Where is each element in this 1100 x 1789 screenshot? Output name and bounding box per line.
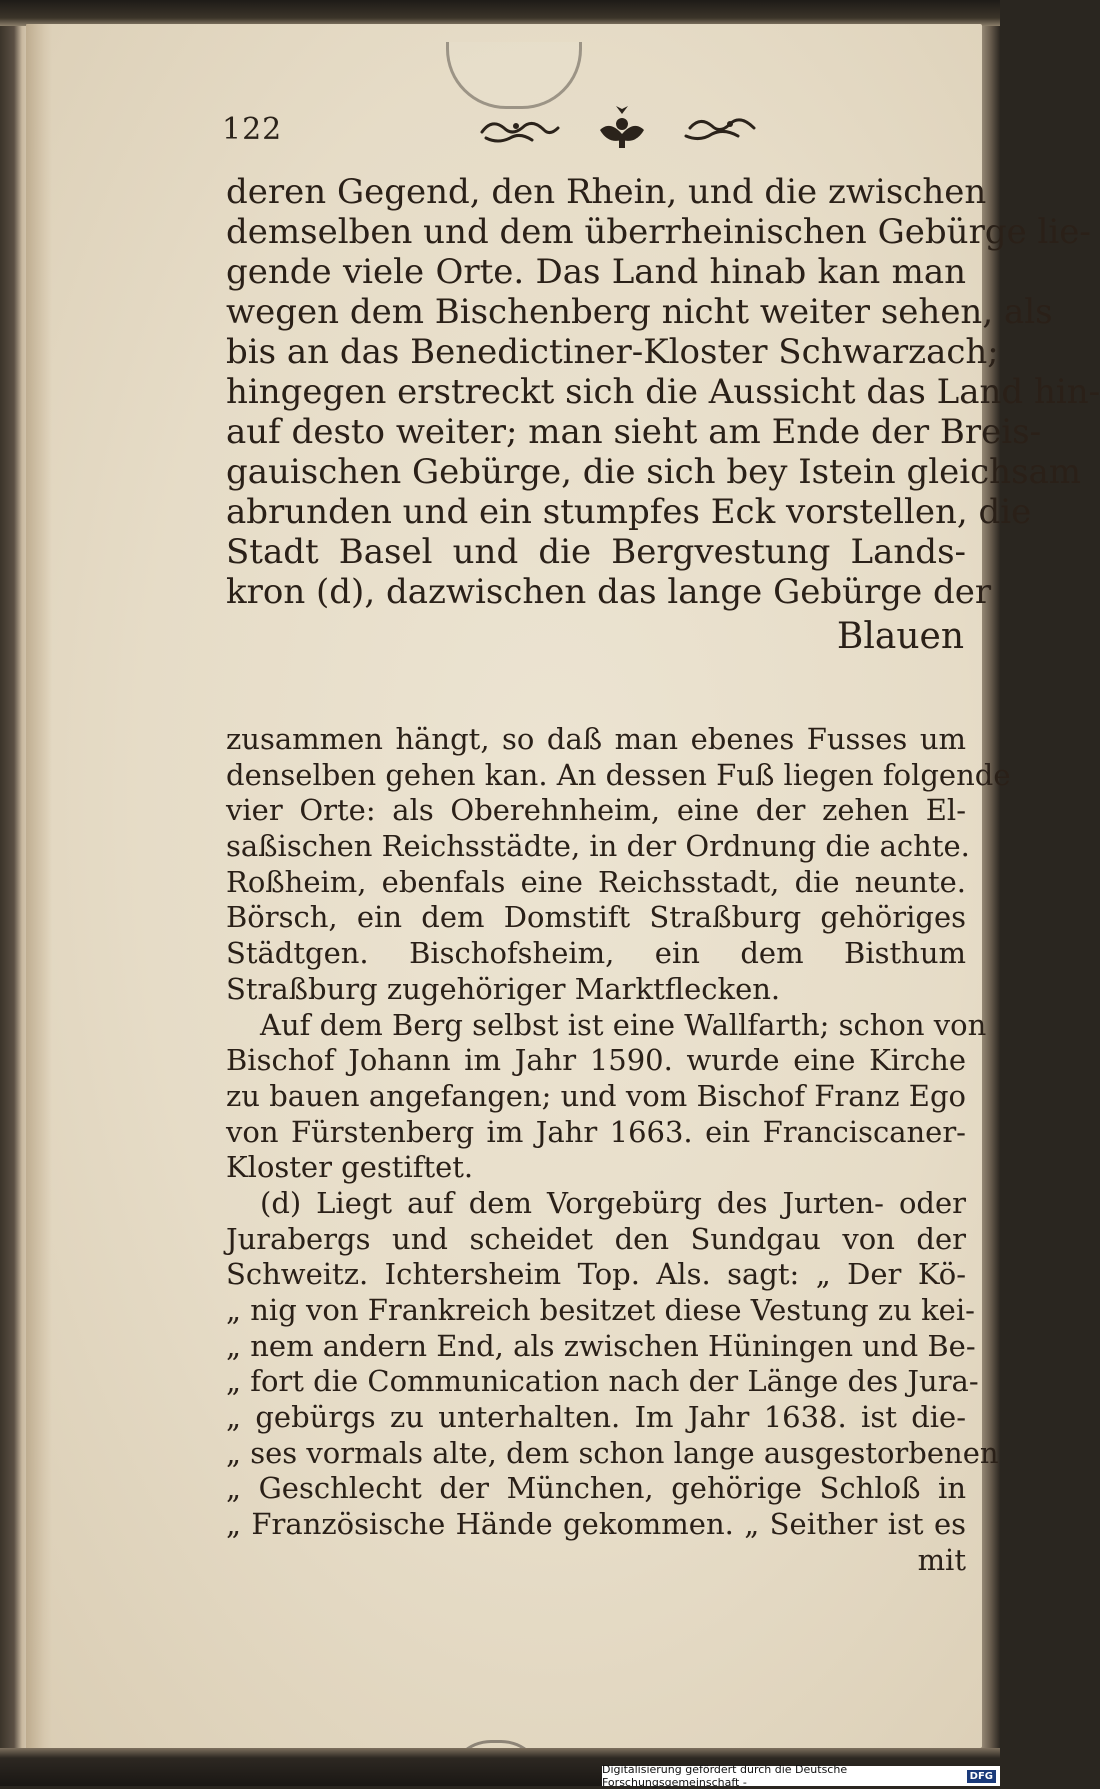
- text-line: saßischen Reichsstädte, in der Ordnung die achte.: [226, 829, 970, 864]
- page-header: [222, 108, 962, 158]
- text-line: wegen dem Bischenberg nicht weiter sehen, als: [226, 292, 1053, 332]
- page-clip-top: [446, 42, 582, 109]
- text-line: auf desto weiter; man sieht am Ende der Breis-: [226, 412, 1042, 452]
- page-number: 122: [222, 112, 283, 147]
- text-line: denselben gehen kan. An dessen Fuß liegen folgende: [226, 757, 1011, 792]
- text-line: deren Gegend, den Rhein, und die zwischen: [226, 172, 987, 212]
- text-line: hingegen erstreckt sich die Aussicht das Land hin-: [226, 372, 1100, 412]
- catchword-row: [226, 612, 966, 662]
- catchword: Blauen: [836, 616, 964, 657]
- page-body: [226, 172, 1100, 1579]
- page-gutter-shadow: [26, 24, 52, 1748]
- text-line: Roßheim, ebenfals eine Reichsstadt, die neunte.: [226, 864, 966, 899]
- text-line: Bischof Johann im Jahr 1590. wurde eine Kirche: [226, 1043, 966, 1078]
- footnote-line: „ nem andern End, als zwischen Hüningen und Be-: [226, 1328, 976, 1363]
- credit-text: Digitalisierung gefördert durch die Deutsche Forschungsgemeinschaft -: [602, 1763, 848, 1789]
- footnote-line: „ gebürgs zu unterhalten. Im Jahr 1638. ist die-: [226, 1400, 966, 1435]
- text-line: Stadt Basel und die Bergvestung Lands-: [226, 532, 966, 572]
- text-line: bis an das Benedictiner-Kloster Schwarzach;: [226, 332, 999, 372]
- text-line: abrunden und ein stumpfes Eck vorstellen, die: [226, 492, 1032, 532]
- header-ornament-icon: [472, 104, 772, 154]
- continuation-text: [226, 722, 1011, 1579]
- text-line: Straßburg zugehöriger Marktflecken.: [226, 971, 781, 1006]
- text-line: zusammen hängt, so daß man ebenes Fusses um: [226, 722, 966, 756]
- footnote-line: „ Geschlecht der München, gehörige Schloß in: [226, 1471, 966, 1506]
- footnote-line: „ fort die Communication nach der Länge des Jura-: [226, 1364, 979, 1399]
- text-line: demselben und dem überrheinischen Gebürge lie-: [226, 212, 1091, 252]
- digitization-credit: [602, 1763, 1000, 1789]
- text-line: zu bauen angefangen; und vom Bischof Franz Ego: [226, 1078, 966, 1113]
- footnote-line: Jurabergs und scheidet den Sundgau von der: [226, 1221, 966, 1256]
- footnote-line: „ ses vormals alte, dem schon lange ausgestorbenen: [226, 1435, 999, 1470]
- text-line: Auf dem Berg selbst ist eine Wallfarth; schon von: [260, 1007, 987, 1042]
- main-paragraph: [226, 172, 1100, 612]
- text-line: gauischen Gebürge, die sich bey Istein gleichsam: [226, 452, 1082, 492]
- dfg-logo-icon: DFG: [967, 1770, 996, 1783]
- footnote-line: (d) Liegt auf dem Vorgebürg des Jurten- oder: [260, 1185, 966, 1220]
- catchword-bottom: mit: [917, 1542, 966, 1577]
- text-line: gende viele Orte. Das Land hinab kan man: [226, 252, 966, 292]
- footnote-line: „ nig von Frankreich besitzet diese Vestung zu kei-: [226, 1293, 975, 1327]
- text-line: kron (d), dazwischen das lange Gebürge der: [226, 572, 992, 612]
- scan-top-band: [0, 0, 1000, 26]
- text-line: vier Orte: als Oberehnheim, eine der zehen El-: [226, 793, 966, 828]
- text-line: Kloster gestiftet.: [226, 1150, 474, 1185]
- text-line: Städtgen. Bischofsheim, ein dem Bisthum: [226, 936, 966, 971]
- text-line: Börsch, ein dem Domstift Straßburg gehöriges: [226, 900, 966, 935]
- footnote-line: Schweitz. Ichtersheim Top. Als. sagt: „ Der Kö-: [226, 1257, 966, 1292]
- section-gap: [226, 662, 966, 722]
- text-line: von Fürstenberg im Jahr 1663. ein Franciscaner-: [226, 1114, 966, 1149]
- footnote-line: „ Französische Hände gekommen. „ Seither ist es: [226, 1507, 966, 1542]
